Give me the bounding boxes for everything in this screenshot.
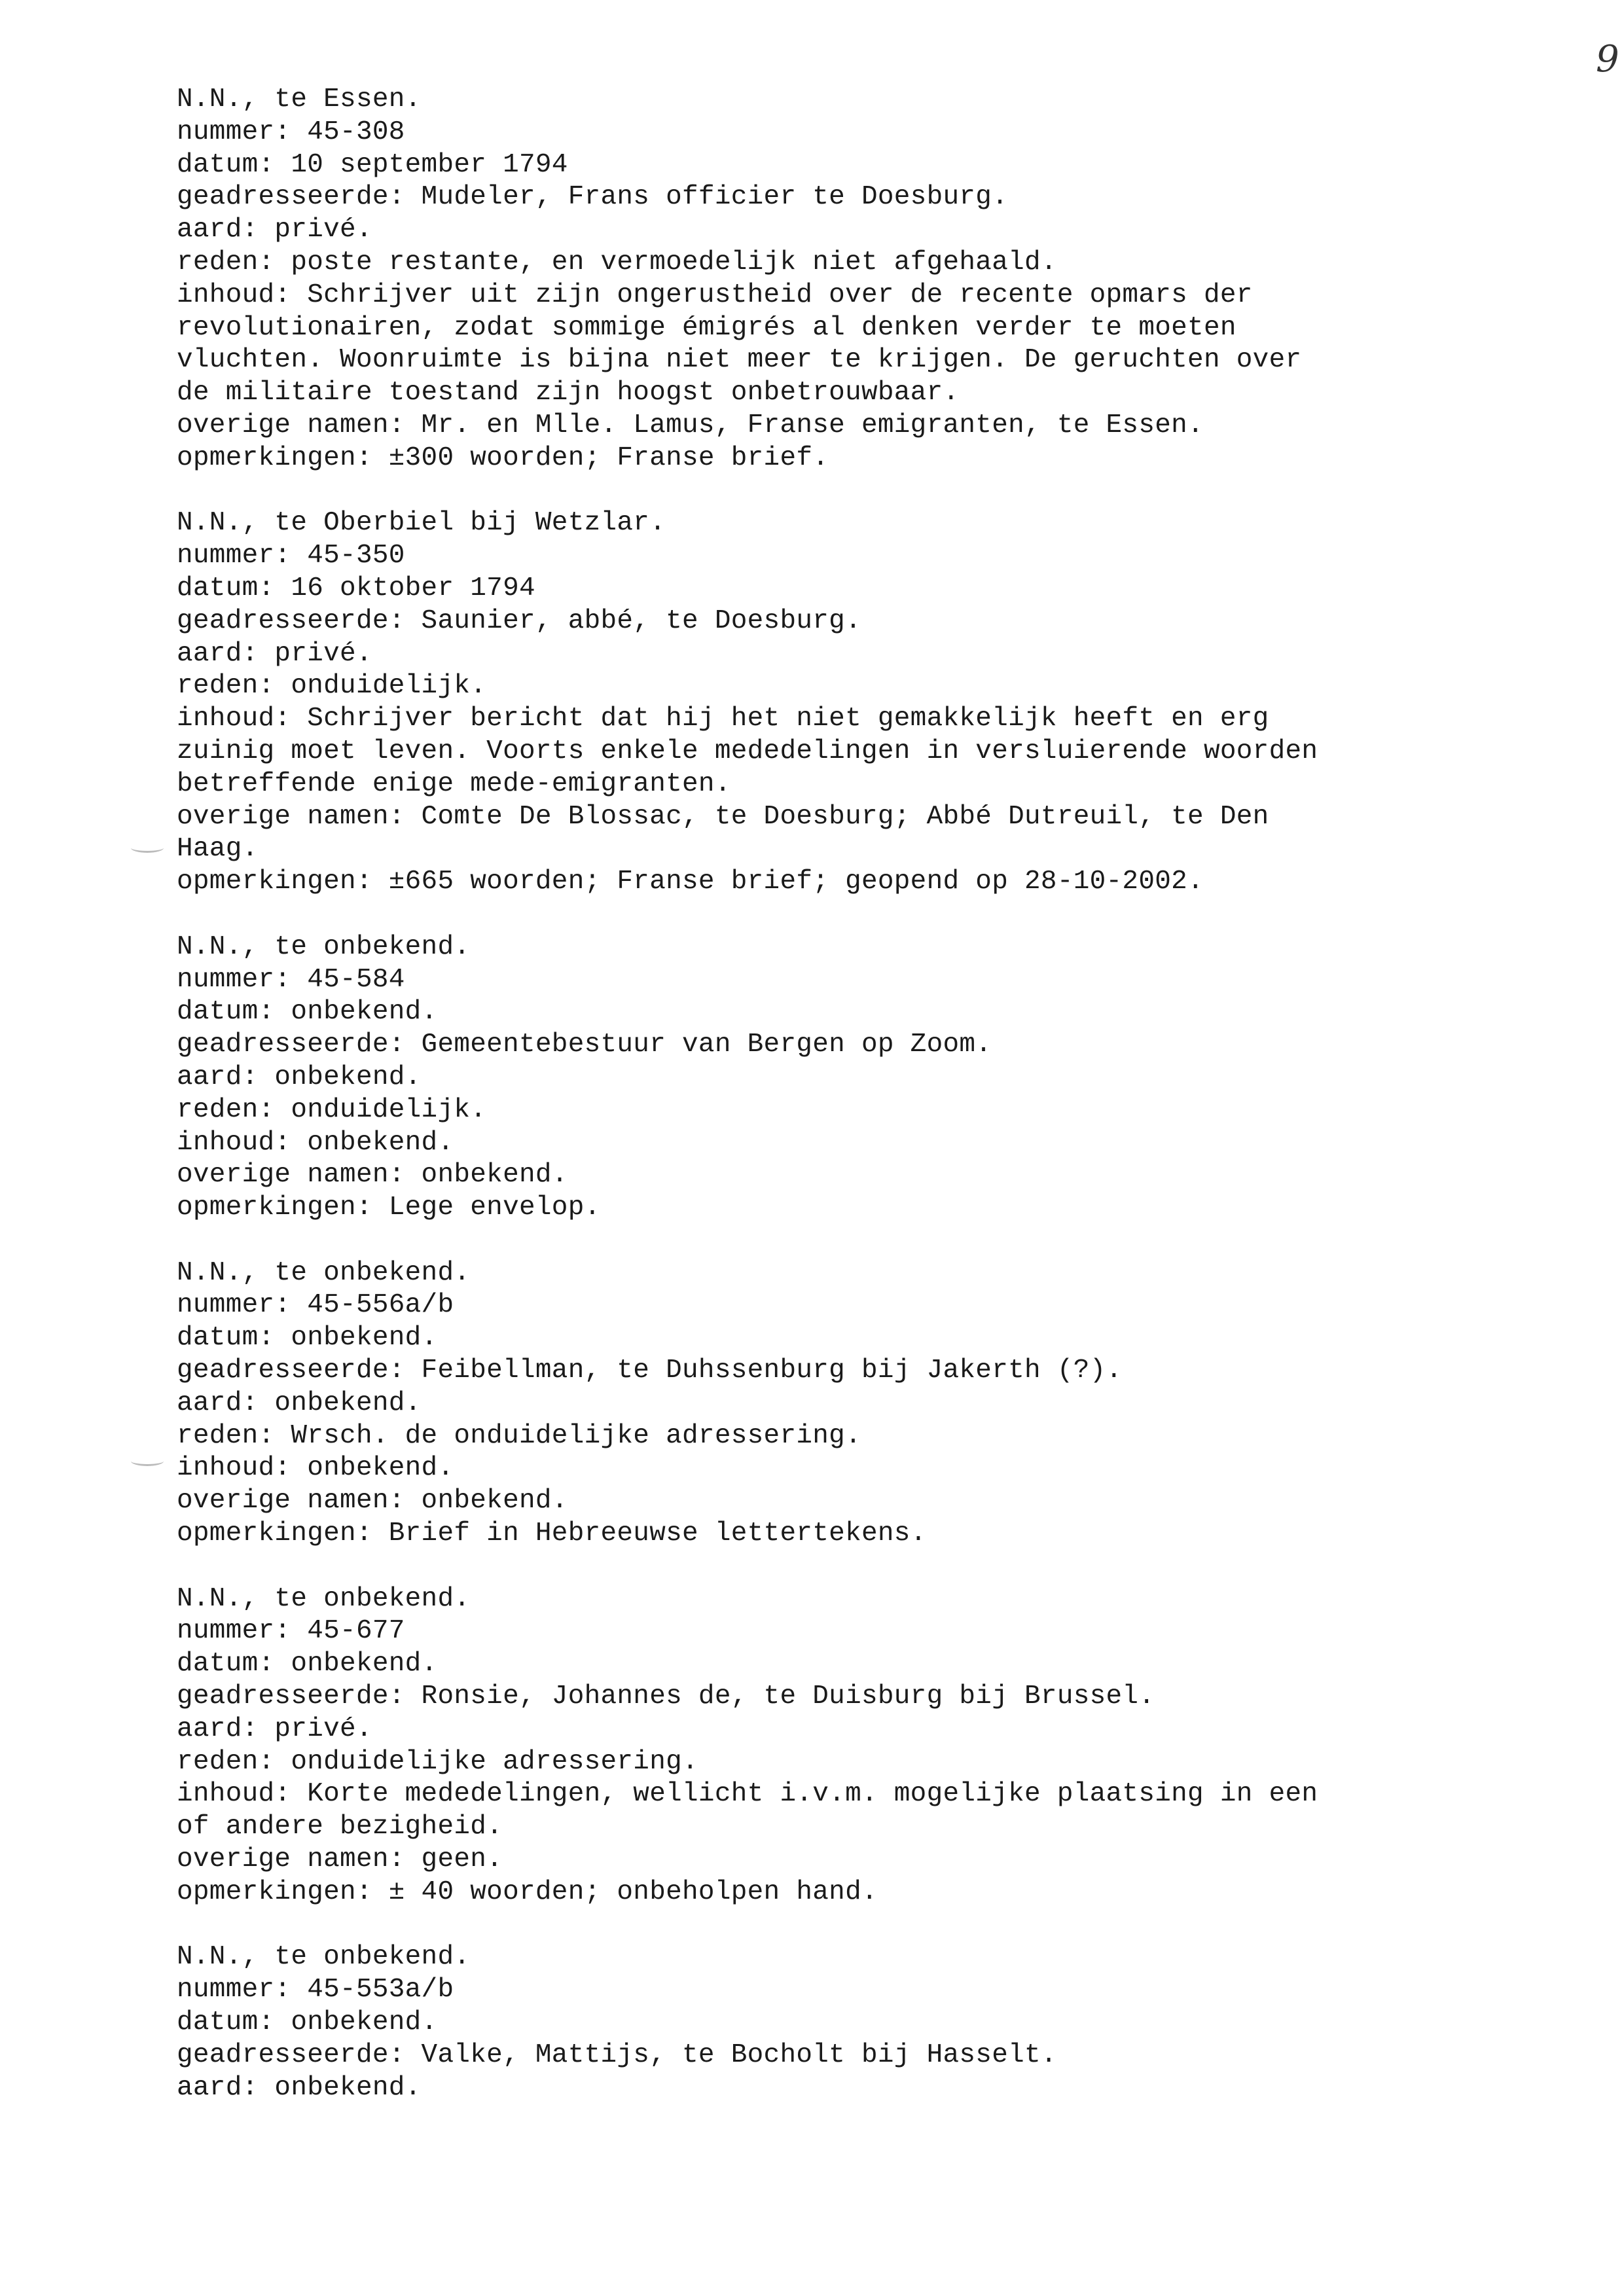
letter-record bbox=[177, 1257, 1486, 1551]
record-header: N.N., te Essen. bbox=[177, 84, 422, 115]
record-field-line: reden: onduidelijk. bbox=[177, 1094, 487, 1125]
record-field-line: geadresseerde: Valke, Mattijs, te Bocholt bij Hasselt. bbox=[177, 2039, 1057, 2070]
record-field-line: betreffende enige mede-emigranten. bbox=[177, 768, 731, 799]
record-field-line: opmerkingen: Brief in Hebreeuwse lettertekens. bbox=[177, 1518, 927, 1549]
record-field-line: aard: onbekend. bbox=[177, 1388, 422, 1418]
record-field-line: datum: onbekend. bbox=[177, 1323, 438, 1354]
record-header: N.N., te onbekend. bbox=[177, 1257, 471, 1288]
record-header: N.N., te Oberbiel bij Wetzlar. bbox=[177, 508, 666, 539]
record-field-line: nummer: 45-556a/b bbox=[177, 1290, 454, 1321]
record-header: N.N., te onbekend. bbox=[177, 931, 471, 962]
record-header: N.N., te onbekend. bbox=[177, 1942, 471, 1973]
record-field-line: inhoud: onbekend. bbox=[177, 1127, 454, 1158]
record-field-line: nummer: 45-677 bbox=[177, 1616, 405, 1647]
record-field-line: geadresseerde: Feibellman, te Duhssenburg bij Jakerth (?). bbox=[177, 1355, 1123, 1386]
record-field-line: datum: onbekend. bbox=[177, 1649, 438, 1679]
record-field-line: overige namen: onbekend. bbox=[177, 1160, 568, 1191]
record-field-line: zuinig moet leven. Voorts enkele mededelingen in versluierende woorden bbox=[177, 736, 1318, 766]
letter-record bbox=[177, 84, 1486, 475]
record-field-line: aard: privé. bbox=[177, 1713, 372, 1744]
record-field-line: overige namen: Comte De Blossac, te Doesburg; Abbé Dutreuil, te Den bbox=[177, 801, 1269, 832]
letter-record bbox=[177, 931, 1486, 1225]
record-field-line: datum: onbekend. bbox=[177, 2007, 438, 2038]
record-field-line: datum: 16 oktober 1794 bbox=[177, 573, 535, 603]
letter-record bbox=[177, 1941, 1486, 2104]
record-field-line: reden: poste restante, en vermoedelijk niet afgehaald. bbox=[177, 247, 1057, 278]
record-field-line: aard: privé. bbox=[177, 638, 372, 669]
record-field-line: overige namen: geen. bbox=[177, 1844, 503, 1875]
record-field-line: Haag. bbox=[177, 834, 259, 865]
record-field-line: reden: Wrsch. de onduidelijke adressering. bbox=[177, 1420, 861, 1451]
record-field-line: geadresseerde: Ronsie, Johannes de, te Duisburg bij Brussel. bbox=[177, 1681, 1155, 1712]
record-field-line: aard: privé. bbox=[177, 215, 372, 245]
record-field-line: geadresseerde: Gemeentebestuur van Bergen op Zoom. bbox=[177, 1030, 992, 1060]
record-field-line: datum: onbekend. bbox=[177, 997, 438, 1028]
record-field-line: reden: onduidelijke adressering. bbox=[177, 1746, 698, 1777]
record-field-line: de militaire toestand zijn hoogst onbetrouwbaar. bbox=[177, 378, 960, 408]
record-field-line: aard: onbekend. bbox=[177, 2072, 422, 2103]
record-field-line: vluchten. Woonruimte is bijna niet meer te krijgen. De geruchten over bbox=[177, 345, 1302, 376]
record-field-line: revolutionairen, zodat sommige émigrés al denken verder te moeten bbox=[177, 312, 1236, 343]
record-field-line: nummer: 45-308 bbox=[177, 117, 405, 147]
record-field-line: opmerkingen: ±300 woorden; Franse brief. bbox=[177, 442, 829, 473]
record-field-line: opmerkingen: ±665 woorden; Franse brief; geopend op 28-10-2002. bbox=[177, 867, 1204, 897]
record-field-line: datum: 10 september 1794 bbox=[177, 149, 568, 180]
record-field-line: opmerkingen: ± 40 woorden; onbeholpen hand. bbox=[177, 1876, 878, 1907]
record-field-line: inhoud: Korte mededelingen, wellicht i.v.m. mogelijke plaatsing in een bbox=[177, 1779, 1318, 1810]
record-field-line: overige namen: Mr. en Mlle. Lamus, Franse emigranten, te Essen. bbox=[177, 410, 1204, 440]
record-field-line: inhoud: Schrijver uit zijn ongerustheid over de recente opmars der bbox=[177, 279, 1253, 310]
record-field-line: geadresseerde: Saunier, abbé, te Doesburg. bbox=[177, 605, 861, 636]
record-field-line: aard: onbekend. bbox=[177, 1062, 422, 1092]
record-field-line: nummer: 45-350 bbox=[177, 541, 405, 571]
record-header: N.N., te onbekend. bbox=[177, 1583, 471, 1614]
record-field-line: inhoud: onbekend. bbox=[177, 1453, 454, 1484]
record-field-line: overige namen: onbekend. bbox=[177, 1486, 568, 1516]
letter-record bbox=[177, 1583, 1486, 1909]
record-field-line: inhoud: Schrijver bericht dat hij het niet gemakkelijk heeft en erg bbox=[177, 704, 1269, 734]
scan-punch-mark bbox=[131, 843, 164, 853]
record-field-line: nummer: 45-584 bbox=[177, 964, 405, 995]
record-field-line: of andere bezigheid. bbox=[177, 1812, 503, 1842]
scan-punch-mark bbox=[131, 1456, 164, 1466]
record-field-line: opmerkingen: Lege envelop. bbox=[177, 1193, 601, 1223]
record-field-line: geadresseerde: Mudeler, Frans officier te Doesburg. bbox=[177, 182, 1009, 213]
page-number: 9 bbox=[1596, 38, 1619, 81]
letter-register bbox=[177, 84, 1486, 2137]
letter-record bbox=[177, 507, 1486, 899]
record-field-line: reden: onduidelijk. bbox=[177, 671, 487, 702]
record-field-line: nummer: 45-553a/b bbox=[177, 1975, 454, 2005]
